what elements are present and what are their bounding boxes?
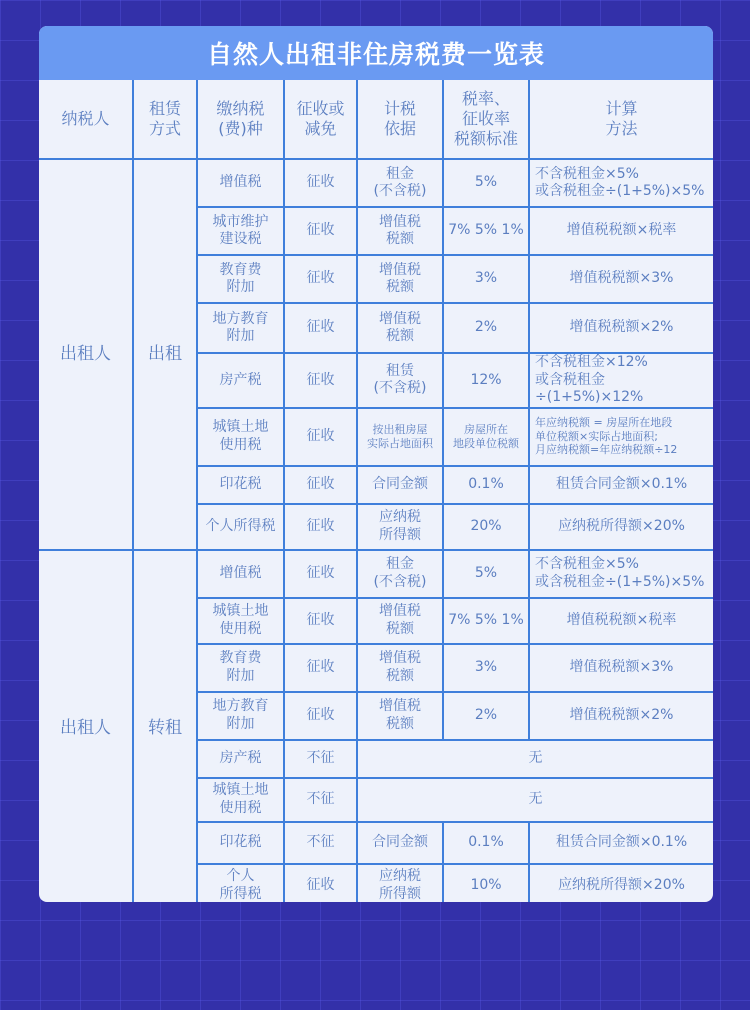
rate-cell: 10%	[443, 864, 529, 903]
basis-cell: 增值税 税额	[357, 644, 443, 692]
rate-cell: 12%	[443, 353, 529, 408]
tax-table-card	[39, 26, 713, 902]
method-cell: 租赁合同金额×0.1%	[529, 466, 713, 504]
collect-cell: 征收	[284, 303, 357, 353]
rate-cell: 0.1%	[443, 822, 529, 864]
tax-type-cell: 教育费 附加	[197, 255, 284, 303]
tax-type-cell: 教育费 附加	[197, 644, 284, 692]
method-cell: 应纳税所得额×20%	[529, 504, 713, 550]
basis-cell: 增值税 税额	[357, 692, 443, 740]
basis-cell: 租金 (不含税)	[357, 159, 443, 207]
basis-cell: 应纳税 所得额	[357, 864, 443, 903]
collect-cell: 征收	[284, 255, 357, 303]
payer-cell: 出租人	[39, 550, 133, 903]
collect-cell: 不征	[284, 740, 357, 778]
basis-cell: 租赁 (不含税)	[357, 353, 443, 408]
method-cell: 增值税税额×3%	[529, 255, 713, 303]
tax-type-cell: 房产税	[197, 353, 284, 408]
tax-type-cell: 个人 所得税	[197, 864, 284, 903]
basis-cell: 增值税 税额	[357, 598, 443, 644]
header-payer: 纳税人	[39, 80, 133, 159]
rate-cell: 3%	[443, 255, 529, 303]
rate-cell: 2%	[443, 303, 529, 353]
none-cell: 无	[357, 778, 713, 822]
collect-cell: 征收	[284, 550, 357, 598]
collect-cell: 征收	[284, 466, 357, 504]
tax-type-cell: 印花税	[197, 822, 284, 864]
method-cell: 增值税税额×2%	[529, 303, 713, 353]
header-collect: 征收或 减免	[284, 80, 357, 159]
rate-cell: 0.1%	[443, 466, 529, 504]
rate-cell: 3%	[443, 644, 529, 692]
payer-cell: 出租人	[39, 159, 133, 550]
tax-type-cell: 个人所得税	[197, 504, 284, 550]
method-cell: 增值税税额×税率	[529, 207, 713, 255]
collect-cell: 征收	[284, 353, 357, 408]
collect-cell: 征收	[284, 207, 357, 255]
collect-cell: 征收	[284, 159, 357, 207]
tax-type-cell: 地方教育 附加	[197, 692, 284, 740]
collect-cell: 征收	[284, 692, 357, 740]
basis-cell: 租金 (不含税)	[357, 550, 443, 598]
rate-cell: 5%	[443, 550, 529, 598]
rate-cell: 20%	[443, 504, 529, 550]
header-method: 计算 方法	[529, 80, 713, 159]
tax-type-cell: 增值税	[197, 550, 284, 598]
tax-type-cell: 增值税	[197, 159, 284, 207]
tax-type-cell: 房产税	[197, 740, 284, 778]
method-cell: 增值税税额×2%	[529, 692, 713, 740]
method-cell: 增值税税额×税率	[529, 598, 713, 644]
method-cell: 不含税租金×12% 或含税租金÷(1+5%)×12%	[529, 353, 713, 408]
table-title: 自然人出租非住房税费一览表	[39, 26, 713, 80]
basis-cell: 合同金额	[357, 822, 443, 864]
header-lease-method: 租赁 方式	[133, 80, 197, 159]
tax-type-cell: 城镇土地 使用税	[197, 408, 284, 466]
rate-cell: 2%	[443, 692, 529, 740]
collect-cell: 不征	[284, 778, 357, 822]
method-cell: 增值税税额×3%	[529, 644, 713, 692]
basis-cell: 增值税 税额	[357, 303, 443, 353]
method-cell: 年应纳税额 = 房屋所在地段 单位税额×实际占地面积; 月应纳税额=年应纳税额÷12	[529, 408, 713, 466]
tax-type-cell: 城镇土地 使用税	[197, 598, 284, 644]
basis-cell: 应纳税 所得额	[357, 504, 443, 550]
rate-cell: 房屋所在 地段单位税额	[443, 408, 529, 466]
basis-cell: 增值税 税额	[357, 255, 443, 303]
rate-cell: 5%	[443, 159, 529, 207]
tax-table	[39, 80, 713, 902]
lease-method-cell: 转租	[133, 550, 197, 903]
collect-cell: 征收	[284, 504, 357, 550]
method-cell: 不含税租金×5% 或含税租金÷(1+5%)×5%	[529, 550, 713, 598]
basis-cell: 按出租房屋 实际占地面积	[357, 408, 443, 466]
collect-cell: 征收	[284, 598, 357, 644]
tax-type-cell: 城镇土地 使用税	[197, 778, 284, 822]
collect-cell: 征收	[284, 408, 357, 466]
method-cell: 不含税租金×5% 或含税租金÷(1+5%)×5%	[529, 159, 713, 207]
method-cell: 租赁合同金额×0.1%	[529, 822, 713, 864]
basis-cell: 合同金额	[357, 466, 443, 504]
collect-cell: 征收	[284, 644, 357, 692]
collect-cell: 不征	[284, 822, 357, 864]
tax-type-cell: 印花税	[197, 466, 284, 504]
table-row	[39, 550, 713, 598]
method-cell: 应纳税所得额×20%	[529, 864, 713, 903]
none-cell: 无	[357, 740, 713, 778]
tax-type-cell: 城市维护 建设税	[197, 207, 284, 255]
header-row	[39, 80, 713, 159]
tax-type-cell: 地方教育 附加	[197, 303, 284, 353]
basis-cell: 增值税 税额	[357, 207, 443, 255]
rate-cell: 7% 5% 1%	[443, 207, 529, 255]
header-rate: 税率、 征收率 税额标准	[443, 80, 529, 159]
table-row	[39, 159, 713, 207]
lease-method-cell: 出租	[133, 159, 197, 550]
rate-cell: 7% 5% 1%	[443, 598, 529, 644]
collect-cell: 征收	[284, 864, 357, 903]
header-tax-type: 缴纳税 (费)种	[197, 80, 284, 159]
header-basis: 计税 依据	[357, 80, 443, 159]
